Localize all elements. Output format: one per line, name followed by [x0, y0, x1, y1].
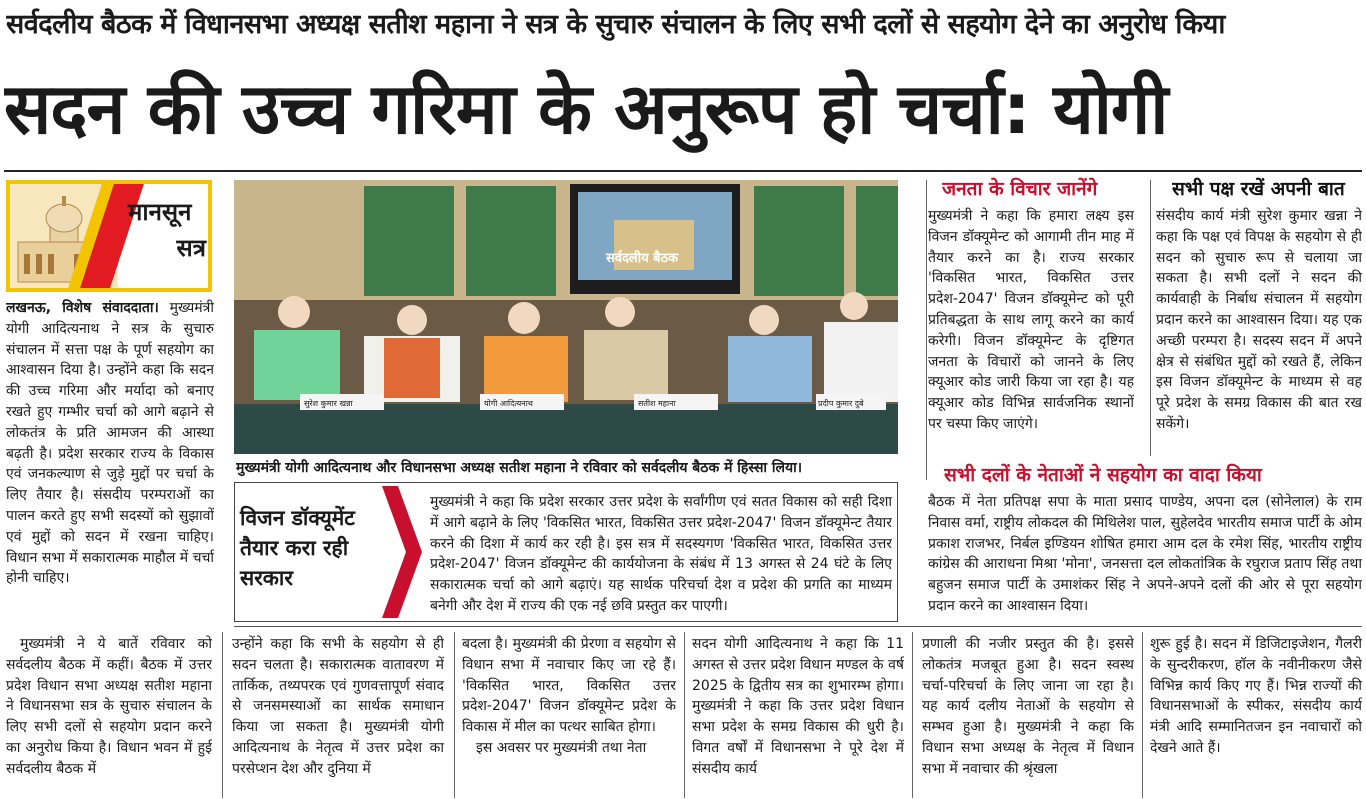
nameplate-4: प्रदीप कुमार दुबे	[818, 399, 864, 408]
column-rule	[1142, 632, 1143, 798]
column-rule	[912, 632, 913, 798]
bottom-col1: मुख्यमंत्री ने ये बातें रविवार को सर्वदलीय बैठक में कहीं। बैठक में उत्तर प्रदेश विधान सभा अध्यक्ष सतीश महाना ने विधानसभा सत्र के सुचारु संचालन के लिए सभी दलों से सहयोग प्रदान करने का अनुरोध किया है। विधान भवन में हुई सर्वदलीय बैठक में	[6, 636, 212, 777]
badge-line2: सत्र	[176, 234, 206, 262]
column-rule	[1150, 180, 1151, 456]
col1-body: मुख्यमंत्री योगी आदित्यनाथ ने सत्र के सुचारु संचालन में सत्ता पक्ष के पूर्ण सहयोग का आश्वासन दिया है। उन्होंने कहा कि सदन की उच्च गरिमा और मर्यादा को बनाए रखते हुए गम्भीर चर्चा को आगे बढ़ाने से लोकतंत्र के प्रति आमजन की आस्था बढ़ती है। प्रदेश सरकार राज्य के विकास एवं जनकल्याण से जुड़े मुद्दों पर चर्चा के लिए तैयार है। संसदीय परम्पराओं का पालन करते हुए सभी सदस्यों को सुझावों एवं मुद्दों को सदन में रखना चाहिए। विधान सभा में सकारात्मक माहौल में चर्चा होनी चाहिए।	[6, 300, 214, 587]
bottom-col6: शुरू हुई है। सदन में डिजिटाइजेशन, गैलरी के सुन्दरीकरण, हॉल के नवीनीकरण जैसे विभिन्न कार्य किए गए हैं। भिन्न राज्यों की विधानसभाओं के स्पीकर, संसदीय कार्य मंत्री आदि सम्मानितजन इन नवाचारों को देखने आते हैं।	[1150, 636, 1362, 756]
bottom-col2: उन्होंने कहा कि सभी के सहयोग से ही सदन चलता है। सकारात्मक वातावरण में तार्किक, तथ्यपरक एवं गुणवत्तापूर्ण संवाद से जनसमस्याओं का सार्थक समाधान किया जा सकता है। मुख्यमंत्री योगी आदित्यनाथ के नेतृत्व में उत्तर प्रदेश का परसेप्शन देश और दुनिया में	[232, 636, 444, 777]
photo-caption: मुख्यमंत्री योगी आदित्यनाथ और विधानसभा अध्यक्ष सतीश महाना ने रविवार को सर्वदलीय बैठक में हिस्सा लिया।	[236, 460, 803, 476]
netaon-title: सभी दलों के नेताओं ने सहयोग का वादा किया	[944, 464, 1262, 486]
nameplate-3: सतीश महाना	[638, 399, 676, 408]
bottom-col3-para2: इस अवसर पर मुख्यमंत्री तथा नेता	[476, 739, 647, 756]
nameplate-2: योगी आदित्यनाथ	[484, 399, 533, 408]
headline-rule	[4, 170, 1362, 172]
column-rule	[454, 632, 455, 798]
netaon-body: बैठक में नेता प्रतिपक्ष सपा के माता प्रसाद पाण्डेय, अपना दल (सोनेलाल) के राम निवास वर्मा, राष्ट्रीय लोकदल की मिथिलेश पाल, सुहेलदेव भारतीय समाज पार्टी के ओम प्रकाश राजभर, निर्बल इण्डियन शोषित हमारा आम दल के रमेश सिंह, भारतीय राष्ट्रीय कांग्रेस की आराधना मिश्रा 'मोना', जनसत्ता दल लोकतांत्रिक के रघुराज प्रताप सिंह तथा बहुजन समाज पार्टी के उमाशंकर सिंह ने अपने-अपने दलों की ओर से पूरा सहयोग प्रदान करने का आश्वासन दिया।	[928, 494, 1362, 614]
column-rule	[684, 632, 685, 798]
screen-text: सर्वदलीय बैठक	[606, 251, 679, 266]
bottom-col3-para1: बदला है। मुख्यमंत्री की प्रेरणा व सहयोग से विधान सभा में नवाचार किए जा रहे हैं। 'विकसित भारत, विकसित उत्तर प्रदेश-2047' विजन डॉक्यूमेन्ट प्रदेश के विकास में मील का पत्थर साबित होगा।	[462, 636, 676, 736]
badge-line1: मानसून	[128, 198, 192, 226]
section-rule	[234, 626, 1362, 627]
monsoon-session-badge	[6, 180, 212, 292]
column-rule	[926, 180, 927, 480]
janata-title: जनता के विचार जानेंगे	[942, 178, 1098, 200]
bottom-col3	[462, 634, 676, 798]
paksh-title: सभी पक्ष रखें अपनी बात	[1172, 178, 1345, 200]
nameplate-1: सुरेश कुमार खन्ना	[304, 399, 353, 408]
kicker-headline: सर्वदलीय बैठक में विधानसभा अध्यक्ष सतीश महाना ने सत्र के सुचारु संचालन के लिए सभी दलों से सहयोग देने का अनुरोध किया	[6, 9, 1225, 40]
chevron-divider-icon	[382, 486, 422, 618]
main-headline: सदन की उच्च गरिमा के अनुरूप हो चर्चा: योगी	[4, 68, 1168, 150]
vision-box-title: विजन डॉक्यूमेंट तैयार करा रही सरकार	[240, 506, 355, 590]
article-col1	[6, 298, 214, 630]
column-rule	[222, 632, 223, 798]
paksh-body: संसदीय कार्य मंत्री सुरेश कुमार खन्ना ने कहा कि पक्ष एवं विपक्ष के सहयोग से ही सदन को सुचारु रूप से चलाया जा सकता है। सभी दलों ने सदन की कार्यवाही के निर्बाध संचालन में सहयोग प्रदान करने का आश्वासन दिया। यह एक अच्छी परम्परा है। सदस्य सदन में अपने क्षेत्र से संबंधित मुद्दों को रखते हैं, लेकिन इस विजन डॉक्यूमेन्ट के माध्यम से वह पूरे प्रदेश के समग्र विकास की बात रख सकेंगे।	[1156, 208, 1362, 432]
bottom-col5: प्रणाली की नजीर प्रस्तुत की है। इससे लोकतंत्र मजबूत हुआ है। सदन स्वस्थ चर्चा-परिचर्चा के लिए जाना जा रहा है। यह कार्य दलीय नेताओं के सहयोग से सम्भव हुआ है। मुख्यमंत्री ने कहा कि विधान सभा अध्यक्ष के नेतृत्व में विधान सभा में नवाचार की श्रृंखला	[922, 636, 1134, 777]
janata-body: मुख्यमंत्री ने कहा कि हमारा लक्ष्य इस विजन डॉक्यूमेन्ट को आगामी तीन माह में तैयार करने का है। राज्य सरकार 'विकसित भारत, विकसित उत्तर प्रदेश-2047' विजन डॉक्यूमेन्ट को पूरी प्रतिबद्धता के साथ लागू करने का कार्य करेगी। विजन डॉक्यूमेन्ट के दृष्टिगत जनता के विचारों को जानने के लिए क्यूआर कोड जारी किया जा रहा है। यह क्यूआर कोड विभिन्न सार्वजनिक स्थानों पर चस्पा किए जाएंगे।	[928, 208, 1134, 432]
bottom-col4: सदन योगी आदित्यनाथ ने कहा कि 11 अगस्त से उत्तर प्रदेश विधान मण्डल के वर्ष 2025 के द्वितीय सत्र का शुभारम्भ होगा। मुख्यमंत्री ने कहा कि उत्तर प्रदेश विधान सभा प्रदेश के समग्र विकास की धुरी है। विगत वर्षों में विधानसभा ने पूरे देश में संसदीय कार्य	[692, 636, 904, 777]
vision-box-body: मुख्यमंत्री ने कहा कि प्रदेश सरकार उत्तर प्रदेश के सर्वांगीण एवं सतत विकास को सही दिशा में आगे बढ़ाने के लिए 'विकसित भारत, विकसित उत्तर प्रदेश-2047' विजन डॉक्यूमेन्ट तैयार करने की दिशा में कार्य कर रही है। इस सत्र में सदस्यगण 'विकसित भारत, विकसित उत्तर प्रदेश-2047' विजन डॉक्यूमेन्ट की कार्ययोजना के संबंध में 13 अगस्त से 24 घंटे के लिए सकारात्मक चर्चा को आगे बढ़ाएं। यह सार्थक परिचर्चा देश व प्रदेश की प्रगति का माध्यम बनेगी और देश में राज्य की एक नई छवि प्रस्तुत कर पाएगी।	[430, 494, 892, 614]
meeting-photo	[234, 180, 898, 454]
dateline: लखनऊ, विशेष संवाददाता।	[6, 300, 159, 316]
badge-label	[128, 194, 212, 266]
